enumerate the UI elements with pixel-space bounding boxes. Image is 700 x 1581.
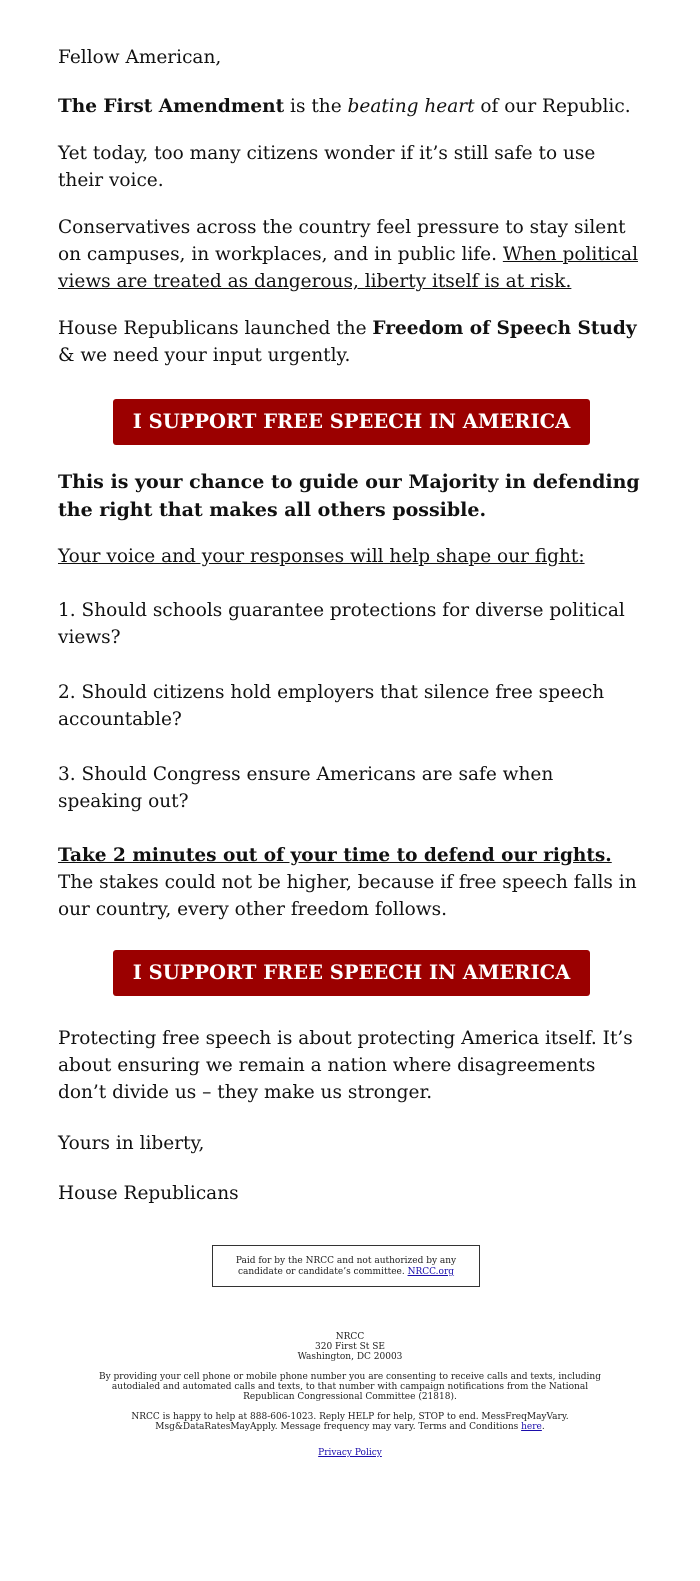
protect-paragraph: Protecting free speech is about protecting America itself. It’s about ensuring we remain a nation where disagreements don’t divide us – they make us stronger.: [58, 1028, 633, 1103]
paid-for-text: Paid for by the NRCC and not authorized by any candidate or candidate’s committee.: [235, 1256, 457, 1277]
help-body: NRCC is happy to help at 888-606-1023. Reply HELP for help, STOP to end. MessFreqMayVary. Msg&DataRatesMayApply. Message frequency may vary. Terms and Conditions: [131, 1412, 569, 1432]
footer-org: NRCC: [335, 1332, 365, 1342]
study-end: & we need your input urgently.: [58, 345, 351, 366]
cta-wrap-1: [60, 399, 643, 445]
signature: House Republicans: [58, 1183, 239, 1204]
question-item: 3. Should Congress ensure Americans are safe when speaking out?: [58, 764, 554, 812]
liberty-risk-underlined: When political views are treated as dangerous, liberty itself is at risk.: [58, 244, 639, 292]
study-paragraph: [58, 315, 643, 369]
greeting: Fellow American,: [58, 47, 222, 68]
question-item: 2. Should citizens hold employers that silence free speech accountable?: [58, 682, 605, 730]
study-text: House Republicans launched the: [58, 318, 373, 339]
closing: Yours in liberty,: [58, 1133, 205, 1154]
pressure-text: Conservatives across the country feel pressure to stay silent on campuses, in workplaces, and in public life.: [58, 217, 626, 265]
help-text: [90, 1412, 610, 1432]
pressure-paragraph: [58, 214, 643, 295]
shape-fight-underlined: Your voice and your responses will help shape our fight:: [58, 546, 585, 567]
cta-wrap-2: [60, 950, 643, 996]
safety-paragraph: Yet today, too many citizens wonder if it’s still safe to use their voice.: [58, 143, 596, 191]
take-two-minutes-paragraph: [58, 842, 643, 923]
support-free-speech-button[interactable]: I SUPPORT FREE SPEECH IN AMERICA: [113, 950, 591, 996]
terms-here-link[interactable]: here: [521, 1422, 542, 1432]
footer-city: Washington, DC 20003: [297, 1352, 403, 1362]
stakes-text: The stakes could not be higher, because if free speech falls in our country, every other freedom follows.: [58, 872, 637, 920]
take-two-minutes-bold: Take 2 minutes out of your time to defend our rights.: [58, 845, 612, 866]
footer-street: 320 First St SE: [315, 1342, 385, 1352]
sms-consent-text: By providing your cell phone or mobile phone number you are consenting to receive calls and texts, including autodialed and automated calls and texts, to that number with campaign notifications from the National Republican Congressional Committee (21818).: [98, 1372, 601, 1402]
nrcc-org-link[interactable]: NRCC.org: [407, 1267, 455, 1277]
intro-paragraph: [58, 93, 643, 120]
privacy-wrap: [90, 1448, 610, 1458]
privacy-policy-link[interactable]: Privacy Policy: [318, 1448, 382, 1458]
first-amendment-bold: The First Amendment: [58, 96, 285, 117]
question-item: 1. Should schools guarantee protections for diverse political views?: [58, 600, 625, 648]
support-free-speech-button[interactable]: I SUPPORT FREE SPEECH IN AMERICA: [113, 399, 591, 445]
footer-address: [90, 1332, 610, 1362]
beating-heart-italic: beating heart: [347, 96, 475, 117]
study-name-bold: Freedom of Speech Study: [372, 318, 637, 339]
paid-for-disclaimer-box: [212, 1245, 480, 1287]
email-body: [58, 44, 643, 1207]
lead-statement: This is your chance to guide our Majority in defending the right that makes all others possible.: [58, 471, 640, 521]
intro-end: of our Republic.: [474, 96, 631, 117]
help-end: .: [541, 1422, 545, 1432]
intro-text: is the: [284, 96, 348, 117]
